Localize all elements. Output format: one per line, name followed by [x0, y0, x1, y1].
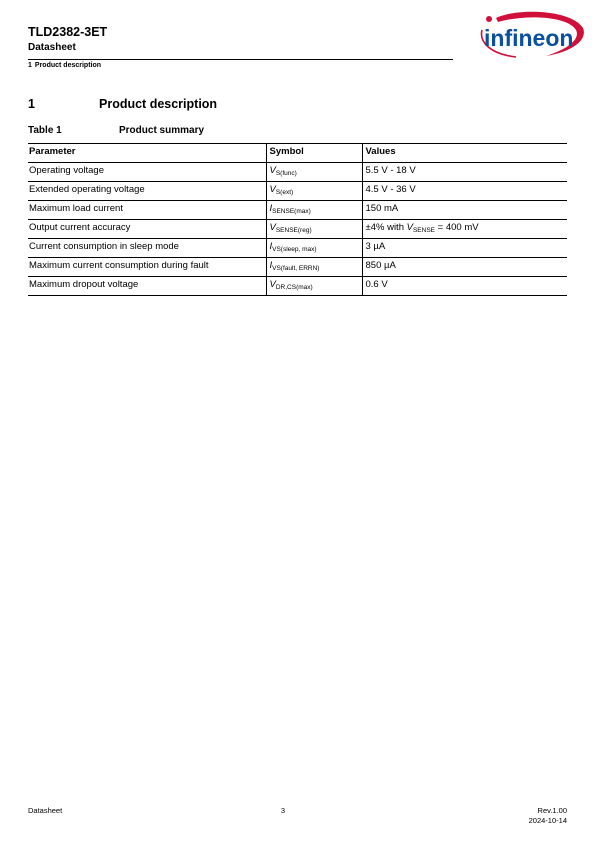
symbol-subscript: S(ext): [275, 189, 294, 196]
symbol-letter: V: [269, 279, 276, 290]
value-prefix: ±4% with: [365, 222, 407, 233]
symbol-subscript: SENSE(max): [272, 208, 311, 215]
symbol-cell: [266, 182, 362, 201]
value-cell: 3 µA: [362, 239, 567, 258]
symbol-cell: [266, 201, 362, 220]
symbol-subscript: SENSE(reg): [275, 227, 312, 234]
section-number: 1: [28, 97, 35, 111]
parameter-cell: Extended operating voltage: [28, 182, 266, 201]
table-row: [28, 182, 567, 201]
symbol-cell: [266, 239, 362, 258]
symbol-cell: [266, 277, 362, 296]
logo-i-dot: [486, 16, 492, 22]
footer-date: 2024-10-14: [528, 816, 567, 825]
symbol-letter: I: [269, 203, 273, 214]
column-header-parameter: Parameter: [28, 144, 266, 163]
table-number: Table 1: [28, 125, 62, 136]
symbol-letter: V: [269, 184, 276, 195]
value-suffix: = 400 mV: [435, 222, 479, 233]
column-header-values: Values: [362, 144, 567, 163]
footer-revision: Rev.1.00: [537, 806, 567, 815]
document-title: TLD2382-3ET: [28, 25, 108, 39]
symbol-subscript: DR,CS(max): [275, 284, 313, 291]
table-row: [28, 163, 567, 182]
header-divider: [28, 59, 453, 60]
parameter-cell: Maximum load current: [28, 201, 266, 220]
symbol-subscript: S(func): [275, 170, 297, 177]
logo-wordmark: infineon: [484, 25, 574, 51]
symbol-letter: I: [269, 241, 273, 252]
symbol-letter: V: [269, 165, 276, 176]
table-row: [28, 277, 567, 296]
symbol-cell: [266, 163, 362, 182]
symbol-cell: [266, 220, 362, 239]
footer-document-type: Datasheet: [28, 806, 63, 815]
symbol-letter: V: [269, 222, 276, 233]
value-cell: 150 mA: [362, 201, 567, 220]
table-row: [28, 201, 567, 220]
table-row: [28, 220, 567, 239]
symbol-subscript: VS(fault, ERRN): [272, 265, 320, 272]
value-cell: 0.6 V: [362, 277, 567, 296]
footer-revision-block: [529, 806, 567, 826]
running-section-title: [28, 62, 101, 69]
parameter-cell: Current consumption in sleep mode: [28, 239, 266, 258]
symbol-letter: I: [269, 260, 273, 271]
running-section-name: Product description: [34, 62, 102, 69]
value-cell: [362, 220, 567, 239]
product-summary-table: [28, 143, 567, 296]
parameter-cell: Maximum dropout voltage: [28, 277, 266, 296]
column-header-symbol: Symbol: [266, 144, 362, 163]
running-section-number: 1: [28, 62, 32, 69]
symbol-subscript: VS(sleep, max): [272, 246, 317, 253]
value-cell: 4.5 V - 36 V: [362, 182, 567, 201]
footer-page-number: 3: [280, 806, 286, 815]
parameter-cell: Output current accuracy: [28, 220, 266, 239]
symbol-cell: [266, 258, 362, 277]
value-cell: 5.5 V - 18 V: [362, 163, 567, 182]
table-header-row: [28, 144, 567, 163]
infineon-logo: [476, 10, 588, 60]
section-title: Product description: [99, 97, 218, 111]
document-type: Datasheet: [28, 42, 76, 53]
value-symbol-letter: V: [406, 222, 413, 233]
parameter-cell: Maximum current consumption during fault: [28, 258, 266, 277]
table-row: [28, 258, 567, 277]
value-cell: 850 µA: [362, 258, 567, 277]
parameter-cell: Operating voltage: [28, 163, 266, 182]
table-row: [28, 239, 567, 258]
page-header: [28, 24, 453, 69]
table-title: Product summary: [119, 125, 205, 136]
value-symbol-subscript: SENSE: [412, 227, 436, 234]
